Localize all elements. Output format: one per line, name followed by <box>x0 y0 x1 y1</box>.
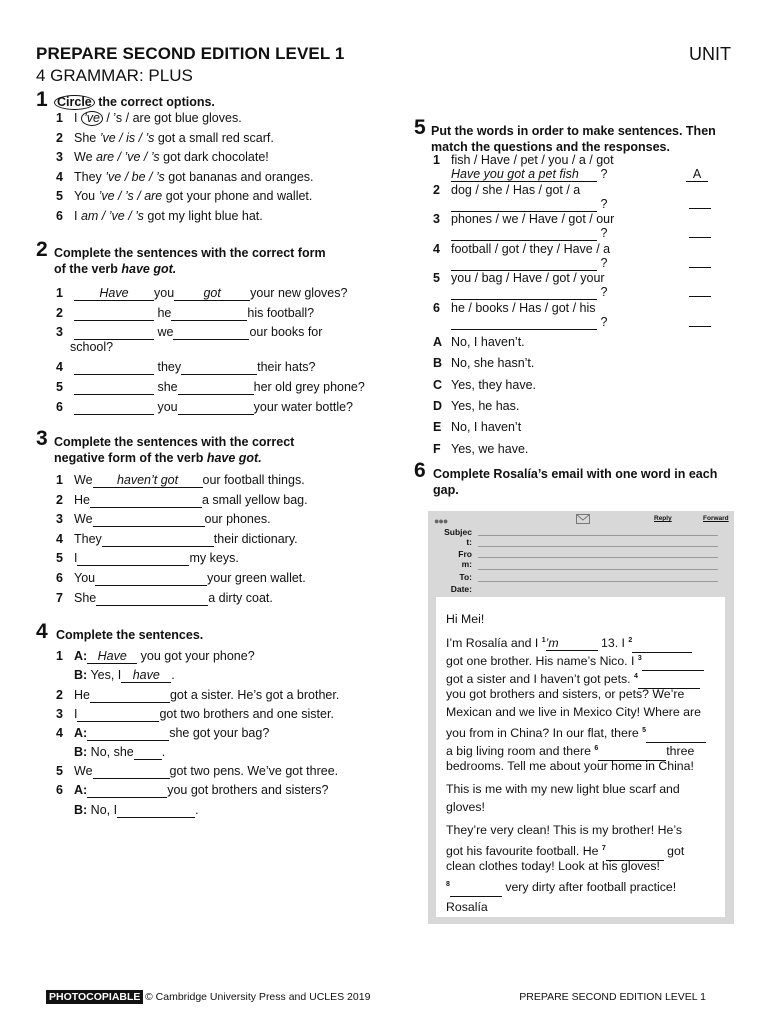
email-line-6: you from in China? In our flat, there $^5$ <box>446 722 706 743</box>
ex4-item-1a: 1 A: Have you got your phone? <box>56 649 255 663</box>
ex5-item-answer[interactable]: ? <box>451 284 607 300</box>
email-window <box>428 511 734 924</box>
ex5-item-words: 4 football / got / they / Have / a <box>433 241 611 256</box>
ex1-options[interactable]: are / ’ve / ’s <box>96 150 160 164</box>
ex5-item-words: 6 he / books / Has / got / his <box>433 300 596 315</box>
ex4-item-2: 2 He got a sister. He’s got a brother. <box>56 688 340 702</box>
ex3-item: 4 They their dictionary. <box>56 531 298 546</box>
exercise-5-number: 5 <box>414 116 426 139</box>
exercise-6-title: Complete Rosalía’s email with one word in each gap. <box>433 467 718 497</box>
ex5-item-words: 5 you / bag / Have / got / your <box>433 271 605 285</box>
ex5-response: E No, I haven’t <box>433 420 522 435</box>
ex1-item: 2 She ’ve / is / ’s got a small red scarf. <box>56 130 274 145</box>
ex1-item: 3 We are / ’ve / ’s got dark chocolate! <box>56 150 269 164</box>
ex2-item: 3 we our books for <box>56 325 323 340</box>
email-line-7: a big living room and there $^6$ three <box>446 740 694 761</box>
ex3-item: 5 I my keys. <box>56 551 239 566</box>
ex3-item: 7 She a dirty coat. <box>56 590 273 605</box>
ex5-response-blank[interactable] <box>689 237 711 238</box>
envelope-icon <box>576 514 590 524</box>
ex1-item: 6 I am / ’ve / ’s got my light blue hat. <box>56 208 263 223</box>
from-label: Fro m: <box>458 549 472 569</box>
to-label: To: <box>459 572 472 582</box>
reply-link[interactable]: Reply <box>654 515 672 522</box>
copyright-text: © Cambridge University Press and UCLES 2019 <box>145 991 371 1003</box>
ex5-item-answer[interactable]: ? <box>451 255 607 271</box>
ex5-response: C Yes, they have. <box>433 377 537 392</box>
exercise-4-number: 4 <box>36 620 48 643</box>
ex4-item-1b: B: Yes, I have . <box>74 668 175 682</box>
email-greeting: Hi Mei! <box>446 612 485 626</box>
ex4-item-6a: 6 A: you got brothers and sisters? <box>56 783 329 797</box>
ex5-item-words: 3 phones / we / Have / got / our <box>433 212 615 226</box>
ex2-item: 4 they their hats? <box>56 360 316 375</box>
email-line-14: $^8$ very dirty after football practice! <box>446 876 676 897</box>
ex1-options[interactable]: ’ve <box>81 111 103 125</box>
exercise-2-title: Complete the sentences with the correct form of the verb have got. <box>54 246 326 276</box>
exercise-1-title: Circle the correct options. <box>54 94 215 110</box>
ex1-item: 1 I ’ve / ’s / are got blue gloves. <box>56 111 242 125</box>
email-line-3: got a sister and I haven’t got pets. $^4$ <box>446 668 700 689</box>
ex4-item-4b: B: No, she . <box>74 745 166 759</box>
exercise-6-number: 6 <box>414 459 426 482</box>
email-line-4: you got brothers and sisters, or pets? We’re <box>446 687 685 701</box>
from-field[interactable] <box>478 557 718 558</box>
ex4-item-5: 5 We got two pens. We’ve got three. <box>56 764 339 778</box>
subject-field[interactable] <box>478 535 718 536</box>
ex5-response: B No, she hasn’t. <box>433 356 535 371</box>
unit-label: UNIT <box>689 44 731 64</box>
ex5-response-blank[interactable] <box>689 296 711 297</box>
ex4-item-4a: 4 A: she got your bag? <box>56 726 270 740</box>
ex2-item: 6 you your water bottle? <box>56 399 353 414</box>
ex3-item: 6 You your green wallet. <box>56 571 306 585</box>
email-line-2: got one brother. His name’s Nico. I $^3$ <box>446 650 704 671</box>
ex5-item-answer[interactable]: ? <box>451 196 607 212</box>
window-dots-icon: ●●● <box>434 516 448 526</box>
date-field[interactable] <box>478 581 718 582</box>
exercise-1-number: 1 <box>36 88 48 111</box>
ex5-response-blank[interactable] <box>689 267 711 268</box>
ex1-item: 4 They ’ve / be / ’s got bananas and oranges. <box>56 169 314 184</box>
ex5-item-answer[interactable]: ? <box>451 225 607 241</box>
ex5-item-answer[interactable]: Have you got a pet fish ? <box>451 167 608 181</box>
photocopiable-badge: PHOTOCOPIABLE <box>46 990 143 1004</box>
ex5-response-blank[interactable] <box>689 326 711 327</box>
email-line-11: They’re very clean! This is my brother! He’s <box>446 823 683 837</box>
ex5-response: A No, I haven’t. <box>433 335 525 349</box>
email-line-8: bedrooms. Tell me about your home in China! <box>446 759 694 773</box>
ex1-options[interactable]: am / ’ve / ’s <box>80 208 144 223</box>
email-line-13: clean clothes today! Look at his gloves! <box>446 859 660 873</box>
ex1-options[interactable]: ’ve / ’s / are <box>98 189 163 203</box>
email-line-10: gloves! <box>446 800 485 814</box>
ex2-item: 1 Have you got your new gloves? <box>56 286 348 300</box>
ex5-item-answer[interactable]: ? <box>451 314 607 330</box>
ex1-options[interactable]: ’ve / is / ’s <box>99 130 155 145</box>
ex2-item: 2 he his football? <box>56 305 315 320</box>
email-signature: Rosalía <box>446 900 488 914</box>
circle-word: Circle <box>54 95 95 110</box>
ex2-item-cont: school? <box>70 340 114 355</box>
exercise-5-title: Put the words in order to make sentences. Then match the questions and the responses. <box>431 124 716 154</box>
subject-field-2 <box>478 546 718 547</box>
ex3-item: 2 He a small yellow bag. <box>56 492 308 507</box>
page-subtitle: 4 GRAMMAR: PLUS <box>36 66 193 85</box>
subject-label: Subjec t: <box>444 527 472 547</box>
email-line-12: got his favourite football. He $^7$ got <box>446 840 684 861</box>
email-line-9: This is me with my new light blue scarf and <box>446 782 680 796</box>
exercise-4-title: Complete the sentences. <box>56 628 204 642</box>
page-title: PREPARE SECOND EDITION LEVEL 1 <box>36 44 345 63</box>
ex4-item-3: 3 I got two brothers and one sister. <box>56 707 334 721</box>
ex5-item-words: 1 fish / Have / pet / you / a / got <box>433 153 614 167</box>
ex2-item: 5 she her old grey phone? <box>56 379 365 394</box>
exercise-2-number: 2 <box>36 238 48 261</box>
ex3-item: 3 We our phones. <box>56 512 271 527</box>
exercise-3-number: 3 <box>36 427 48 450</box>
to-field[interactable] <box>478 569 718 570</box>
ex5-response-answer[interactable]: A <box>686 166 708 182</box>
ex4-item-6b: B: No, I . <box>74 803 199 817</box>
email-line-1: I’m Rosalía and I $^1$’m 13. I $^2$ <box>446 632 692 653</box>
forward-link[interactable]: Forward <box>703 515 729 522</box>
email-line-5: Mexican and we live in Mexico City! Where are <box>446 705 701 719</box>
ex3-item: 1 We haven’t got our football things. <box>56 473 305 487</box>
exercise-3-title: Complete the sentences with the correct negative form of the verb have got. <box>54 435 295 465</box>
ex5-item-words: 2 dog / she / Has / got / a <box>433 182 581 197</box>
date-label: Date: <box>450 584 472 594</box>
ex1-options[interactable]: ’ve / be / ’s <box>105 169 165 184</box>
ex5-response: F Yes, we have. <box>433 441 529 456</box>
ex1-item: 5 You ’ve / ’s / are got your phone and wallet. <box>56 189 313 203</box>
ex5-response: D Yes, he has. <box>433 398 520 413</box>
ex5-response-blank[interactable] <box>689 208 711 209</box>
footer-level: PREPARE SECOND EDITION LEVEL 1 <box>519 991 706 1003</box>
